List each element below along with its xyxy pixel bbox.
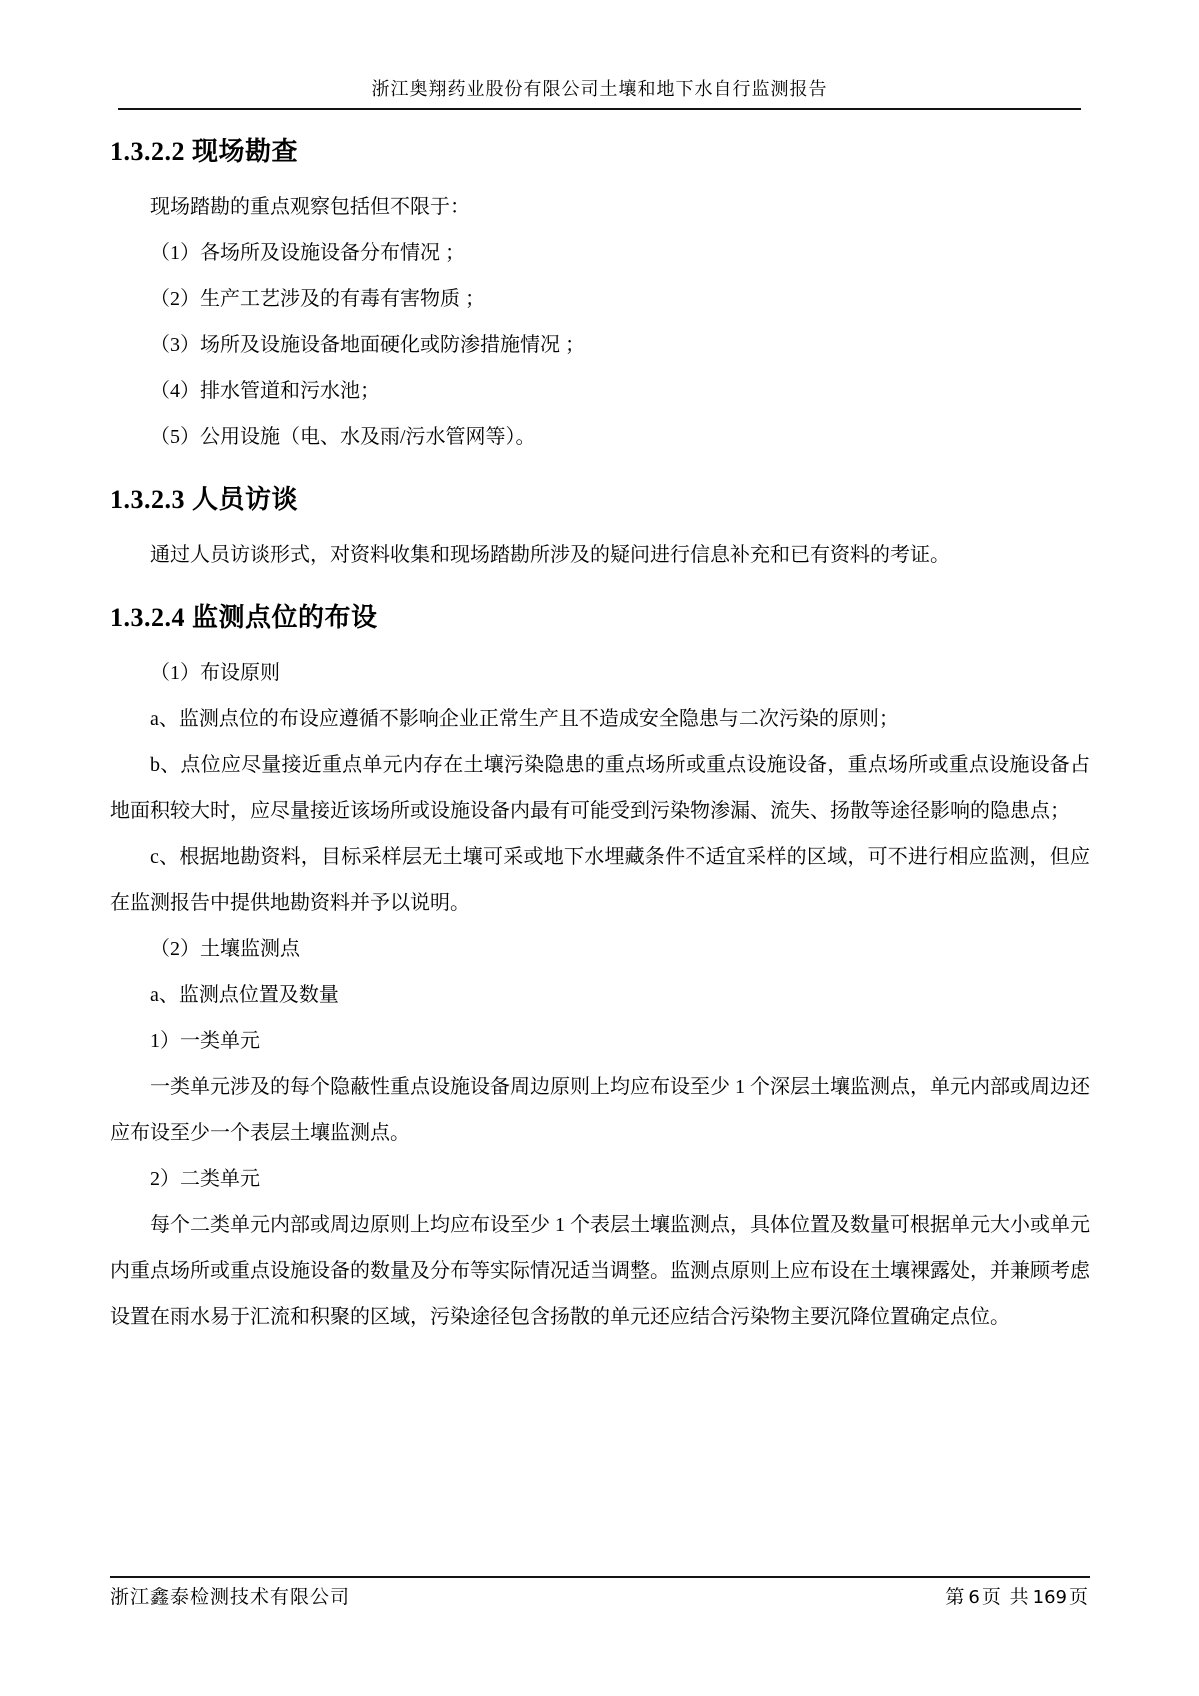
header-divider	[118, 108, 1081, 110]
section-heading-1-3-2-2: 1.3.2.2 现场勘查	[110, 137, 299, 166]
list-item-5: （5）公用设施（电、水及雨/污水管网等）。	[150, 426, 536, 448]
list-item-1: （1）各场所及设施设备分布情况 ；	[150, 242, 465, 264]
report-header-title: 浙江奥翔药业股份有限公司土壤和地下水自行监测报告	[371, 79, 828, 99]
page-footer	[110, 1576, 1090, 1612]
footer-label-mid: 页 共	[981, 1587, 1031, 1608]
document-body	[110, 112, 1090, 1340]
paragraph-principle-c: c、根据地勘资料，目标采样层无土壤可采或地下水埋藏条件不适宜采样的区域，可不进行相应监测，但应在监测报告中提供地勘资料并予以说明。	[110, 846, 1090, 914]
report-header	[118, 0, 1081, 110]
list-item-class2-unit: 2）二类单元	[150, 1168, 260, 1190]
paragraph-class2-detail: 每个二类单元内部或周边原则上均应布设至少 1 个表层土壤监测点，具体位置及数量可根据单元大小或单元内重点场所或重点设施设备的数量及分布等实际情况适当调整。监测点原则上应布设在土壤裸露处，并兼顾考虑设置在雨水易于汇流和积聚的区域，污染途径包含扬散的单元还应结合污染物主要沉降位置确定点位。	[110, 1214, 1090, 1328]
list-item-4: （4）排水管道和污水池；	[150, 380, 380, 402]
paragraph-class1-detail: 一类单元涉及的每个隐蔽性重点设施设备周边原则上均应布设至少 1 个深层土壤监测点，单元内部或周边还应布设至少一个表层土壤监测点。	[110, 1076, 1090, 1144]
list-item-3: （3）场所及设施设备地面硬化或防渗措施情况 ；	[150, 334, 585, 356]
section-heading-1-3-2-3: 1.3.2.3 人员访谈	[110, 485, 299, 514]
list-item-soil-points: （2）土壤监测点	[150, 938, 300, 960]
paragraph-interview: 通过人员访谈形式，对资料收集和现场踏勘所涉及的疑问进行信息补充和已有资料的考证。	[150, 544, 950, 566]
footer-current-page: 6	[968, 1587, 980, 1608]
paragraph-intro: 现场踏勘的重点观察包括但不限于：	[150, 196, 470, 218]
list-item-class1-unit: 1）一类单元	[150, 1030, 260, 1052]
list-item-principles: （1）布设原则	[150, 662, 280, 684]
section-heading-1-3-2-4: 1.3.2.4 监测点位的布设	[110, 603, 378, 632]
paragraph-principle-a: a、监测点位的布设应遵循不影响企业正常生产且不造成安全隐患与二次污染的原则；	[150, 708, 899, 730]
list-item-position-qty: a、监测点位置及数量	[150, 984, 339, 1006]
list-item-2: （2）生产工艺涉及的有毒有害物质 ；	[150, 288, 485, 310]
footer-page-number	[945, 1584, 1090, 1612]
footer-total-pages: 169	[1032, 1587, 1067, 1608]
footer-label-di: 第	[945, 1587, 967, 1608]
footer-label-ye: 页	[1068, 1587, 1090, 1608]
paragraph-principle-b: b、点位应尽量接近重点单元内存在土壤污染隐患的重点场所或重点设施设备，重点场所或重点设施设备占地面积较大时，应尽量接近该场所或设施设备内最有可能受到污染物渗漏、流失、扬散等途径影响的隐患点；	[110, 754, 1090, 822]
footer-company-name: 浙江鑫泰检测技术有限公司	[110, 1587, 351, 1608]
